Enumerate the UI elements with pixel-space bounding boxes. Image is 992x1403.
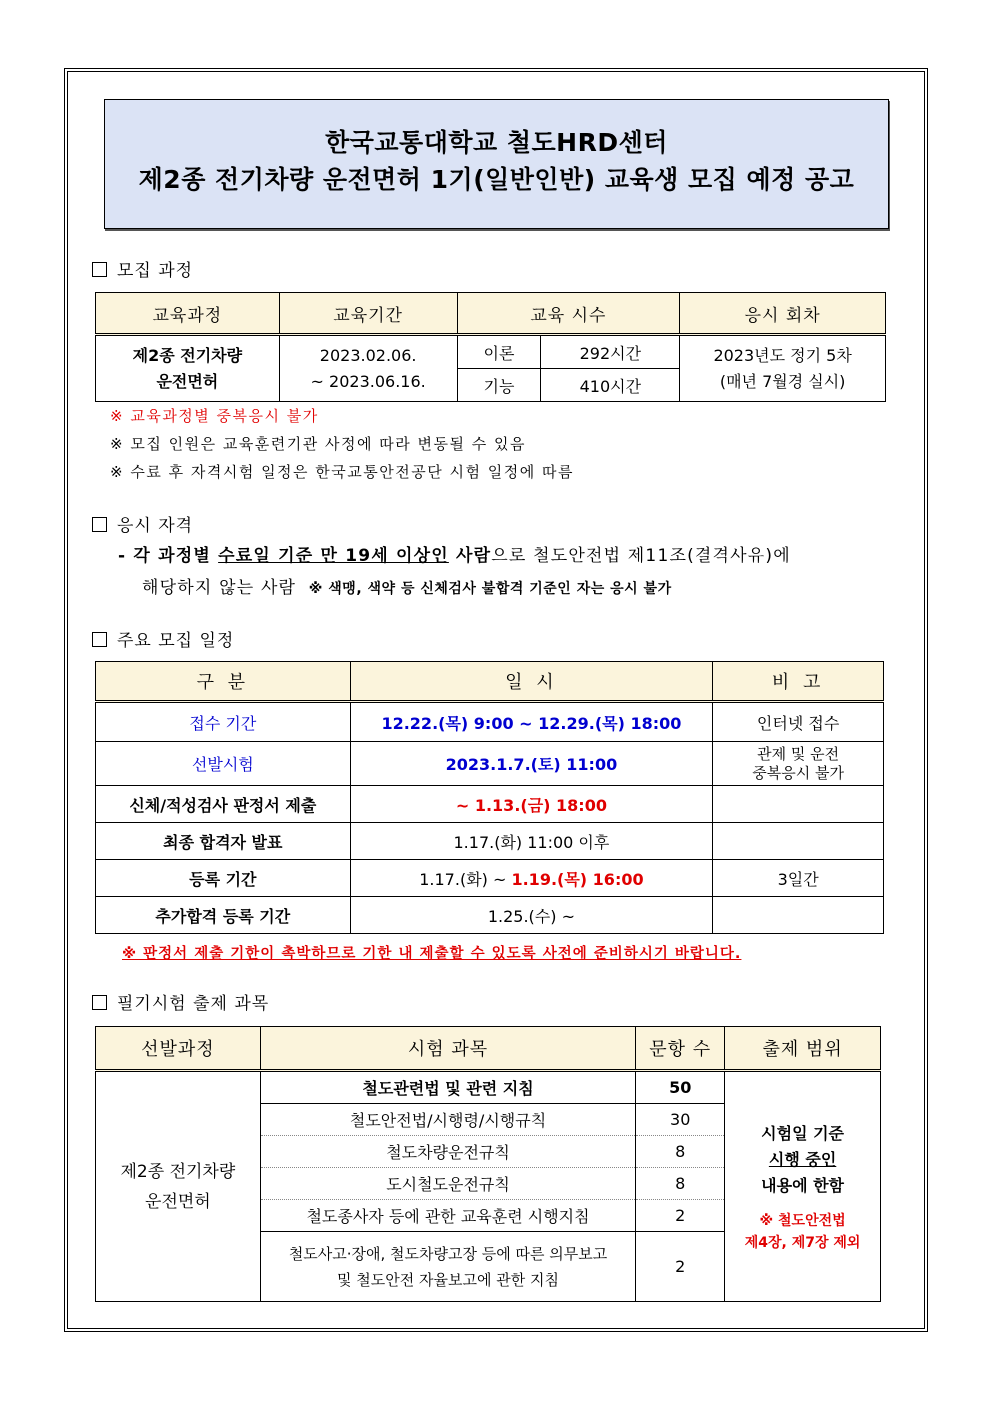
range-note-2: 제4장, 제7장 제외 <box>744 1234 861 1251</box>
course-name-1: 제2종 전기차량 <box>132 345 243 365</box>
checkbox-icon <box>92 517 107 532</box>
schedule-footnote: ※ 판정서 제출 기한이 촉박하므로 기한 내 제출할 수 있도록 사전에 준비하시기 바랍니다. <box>122 946 742 962</box>
round-2: (매년 7월경 실시) <box>719 371 846 391</box>
schedule-row-note <box>713 786 884 823</box>
schedule-header-date: 일 시 <box>350 662 713 702</box>
subject-range-cell <box>725 1071 881 1302</box>
schedule-row-label: 최종 합격자 발표 <box>96 823 351 860</box>
subject-count: 30 <box>636 1104 725 1136</box>
section-course <box>92 256 193 281</box>
schedule-header-note: 비 고 <box>713 662 884 702</box>
section-subjects-label: 필기시험 출제 과목 <box>117 994 270 1014</box>
title-line-1: 한국교통대학교 철도HRD센터 <box>325 128 668 157</box>
qualification-bold: 사람 <box>448 546 492 566</box>
qualification-underlined: 수료일 기준 만 19세 이상인 <box>218 546 449 566</box>
round-header: 응시 회차 <box>680 293 886 335</box>
section-schedule-label: 주요 모집 일정 <box>117 631 235 651</box>
schedule-row-date: 1.17.(화) 11:00 이후 <box>350 823 713 860</box>
schedule-row-date: ~ 1.13.(금) 18:00 <box>350 786 713 823</box>
subject-row-line-1: 철도사고·장애, 철도차량고장 등에 따른 의무보고 <box>288 1244 608 1263</box>
title-line-2: 제2종 전기차량 운전면허 1기(일반인반) 교육생 모집 예정 공고 <box>138 165 855 194</box>
subject-count: 2 <box>636 1200 725 1232</box>
course-note-2: ※ 모집 인원은 교육훈련기관 사정에 따라 변동될 수 있음 <box>110 435 526 453</box>
subject-row: 철도안전법/시행령/시행규칙 <box>260 1104 635 1136</box>
subject-header-subject: 시험 과목 <box>260 1027 635 1071</box>
schedule-date-start: 1.17.(화) ~ <box>419 869 512 889</box>
section-course-label: 모집 과정 <box>117 261 194 281</box>
range-2: 시행 중인 <box>768 1149 837 1169</box>
theory-hours: 292시간 <box>541 335 680 369</box>
hours-header: 교육 시수 <box>457 293 680 335</box>
schedule-row-label: 등록 기간 <box>96 860 351 897</box>
section-schedule <box>92 626 234 651</box>
schedule-note-1: 관제 및 운전 <box>757 744 840 763</box>
subject-count: 8 <box>636 1168 725 1200</box>
subject-header-course: 선발과정 <box>96 1027 261 1071</box>
range-1: 시험일 기준 <box>761 1123 845 1143</box>
section-qualification-label: 응시 자격 <box>117 516 194 536</box>
schedule-row-note: 3일간 <box>713 860 884 897</box>
qualification-line-1 <box>118 541 791 566</box>
subject-course-2: 운전면허 <box>145 1191 211 1212</box>
period-cell <box>279 335 457 402</box>
subject-row: 철도관련법 및 관련 지침 <box>260 1071 635 1104</box>
qualification-line-2 <box>142 573 672 598</box>
schedule-row-date <box>350 860 713 897</box>
qualification-note: ※ 색맹, 색약 등 신체검사 불합격 기준인 자는 응시 불가 <box>308 581 672 597</box>
subject-count: 50 <box>636 1071 725 1104</box>
theory-label: 이론 <box>457 335 541 369</box>
subject-row: 철도차량운전규칙 <box>260 1136 635 1168</box>
section-subjects <box>92 989 269 1014</box>
subject-course-1: 제2종 전기차량 <box>120 1161 236 1182</box>
subject-count: 8 <box>636 1136 725 1168</box>
subject-table <box>95 1026 881 1302</box>
schedule-row-label: 추가합격 등록 기간 <box>96 897 351 934</box>
practice-label: 기능 <box>457 369 541 402</box>
period-header: 교육기간 <box>279 293 457 335</box>
title-box <box>104 99 889 229</box>
subject-header-count: 문항 수 <box>636 1027 725 1071</box>
schedule-row-date: 2023.1.7.(토) 11:00 <box>350 742 713 786</box>
checkbox-icon <box>92 632 107 647</box>
schedule-row-note: 인터넷 접수 <box>713 702 884 742</box>
subject-row: 철도종사자 등에 관한 교육훈련 시행지침 <box>260 1200 635 1232</box>
subject-row: 도시철도운전규칙 <box>260 1168 635 1200</box>
round-cell <box>680 335 886 402</box>
schedule-row-note <box>713 742 884 786</box>
course-table <box>95 292 886 402</box>
schedule-row-note <box>713 897 884 934</box>
period-end: ~ 2023.06.16. <box>310 371 426 391</box>
qualification-line2-text: 해당하지 않는 사람 <box>142 578 297 598</box>
schedule-table <box>95 661 884 934</box>
subject-row-line-2: 및 철도안전 자율보고에 관한 지침 <box>337 1270 559 1289</box>
course-header: 교육과정 <box>96 293 280 335</box>
subject-course-cell <box>96 1071 261 1302</box>
schedule-note-2: 중복응시 불가 <box>752 763 844 782</box>
course-name-2: 운전면허 <box>156 371 219 391</box>
schedule-date-end: 1.19.(목) 16:00 <box>511 869 644 889</box>
subject-header-range: 출제 범위 <box>725 1027 881 1071</box>
section-qualification <box>92 511 193 536</box>
schedule-row-label: 선발시험 <box>96 742 351 786</box>
schedule-row-date: 12.22.(목) 9:00 ~ 12.29.(목) 18:00 <box>350 702 713 742</box>
practice-hours: 410시간 <box>541 369 680 402</box>
subject-count: 2 <box>636 1232 725 1302</box>
schedule-row-date: 1.25.(수) ~ <box>350 897 713 934</box>
period-start: 2023.02.06. <box>319 345 417 365</box>
course-name-cell <box>96 335 280 402</box>
schedule-row-label: 신체/적성검사 판정서 제출 <box>96 786 351 823</box>
course-note-3: ※ 수료 후 자격시험 일정은 한국교통안전공단 시험 일정에 따름 <box>110 463 574 481</box>
schedule-header-category: 구 분 <box>96 662 351 702</box>
schedule-row-note <box>713 823 884 860</box>
range-note-1: ※ 철도안전법 <box>759 1212 846 1229</box>
checkbox-icon <box>92 262 107 277</box>
course-note-1: ※ 교육과정별 중복응시 불가 <box>110 407 319 425</box>
round-1: 2023년도 정기 5차 <box>713 345 852 365</box>
schedule-row-label: 접수 기간 <box>96 702 351 742</box>
qualification-rest: 으로 철도안전법 제11조(결격사유)에 <box>491 546 791 566</box>
checkbox-icon <box>92 995 107 1010</box>
range-3: 내용에 한함 <box>761 1175 845 1195</box>
qualification-prefix: - 각 과정별 <box>118 546 219 566</box>
subject-row <box>260 1232 635 1302</box>
